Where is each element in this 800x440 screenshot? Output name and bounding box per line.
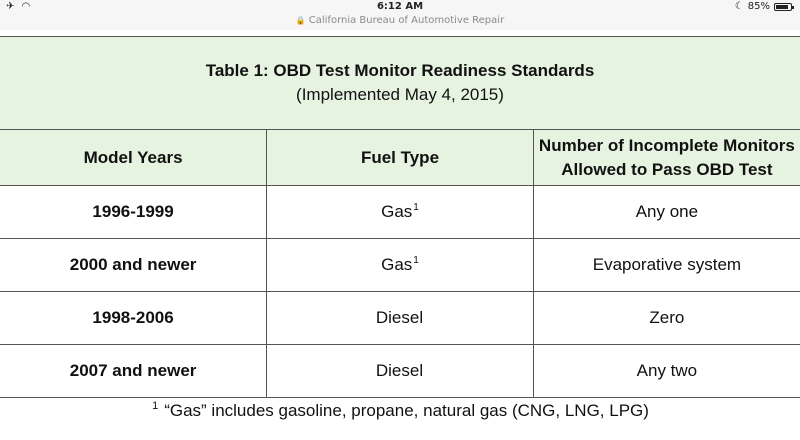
site-name: California Bureau of Automotive Repair — [308, 15, 505, 26]
cell-model-years: 1998-2006 — [0, 292, 267, 345]
cell-fuel-type — [267, 186, 534, 239]
fuel-text: Diesel — [375, 361, 424, 380]
moon-icon: ☾ — [734, 1, 744, 12]
table-title: Table 1: OBD Test Monitor Readiness Standards — [205, 61, 595, 80]
battery-percent: 85% — [747, 1, 770, 12]
status-right — [735, 1, 792, 12]
cell-monitors: Zero — [533, 292, 800, 345]
cell-monitors: Any two — [533, 345, 800, 398]
table-row — [0, 186, 800, 239]
table-title-cell — [0, 37, 800, 130]
readiness-table-container — [0, 36, 800, 398]
airplane-wifi-icon: ✈ ◠ — [6, 1, 33, 12]
status-bar — [0, 0, 800, 14]
cell-model-years: 2000 and newer — [0, 239, 267, 292]
cell-fuel-type — [267, 292, 534, 345]
cell-fuel-type — [267, 345, 534, 398]
header-monitors-line2: Allowed to Pass OBD Test — [561, 159, 773, 179]
fuel-text: Gas — [381, 202, 413, 221]
header-monitors-line1: Number of Incomplete Monitors — [538, 135, 795, 155]
footnote-number: 1 — [152, 400, 159, 412]
header-monitors — [533, 130, 800, 186]
fuel-text: Gas — [381, 255, 413, 274]
lock-icon: 🔒 — [295, 16, 306, 25]
header-model-years: Model Years — [0, 130, 267, 186]
title-row — [0, 37, 800, 130]
cell-model-years: 2007 and newer — [0, 345, 267, 398]
table-row — [0, 345, 800, 398]
fuel-text: Diesel — [375, 308, 424, 327]
header-row — [0, 130, 800, 186]
battery-fill — [776, 5, 788, 9]
footnote — [0, 400, 800, 421]
table-row — [0, 292, 800, 345]
readiness-table — [0, 36, 800, 398]
footnote-marker: 1 — [413, 255, 419, 266]
footnote-text: “Gas” includes gasoline, propane, natural gas (CNG, LNG, LPG) — [164, 401, 649, 420]
url-bar[interactable] — [0, 14, 800, 30]
cell-monitors: Evaporative system — [533, 239, 800, 292]
status-time: 6:12 AM — [376, 1, 424, 12]
cell-fuel-type — [267, 239, 534, 292]
battery-icon — [774, 3, 792, 11]
footnote-marker: 1 — [413, 202, 419, 213]
header-fuel-type: Fuel Type — [267, 130, 534, 186]
cell-model-years: 1996-1999 — [0, 186, 267, 239]
cell-monitors: Any one — [533, 186, 800, 239]
table-subtitle: (Implemented May 4, 2015) — [296, 85, 504, 104]
table-row — [0, 239, 800, 292]
